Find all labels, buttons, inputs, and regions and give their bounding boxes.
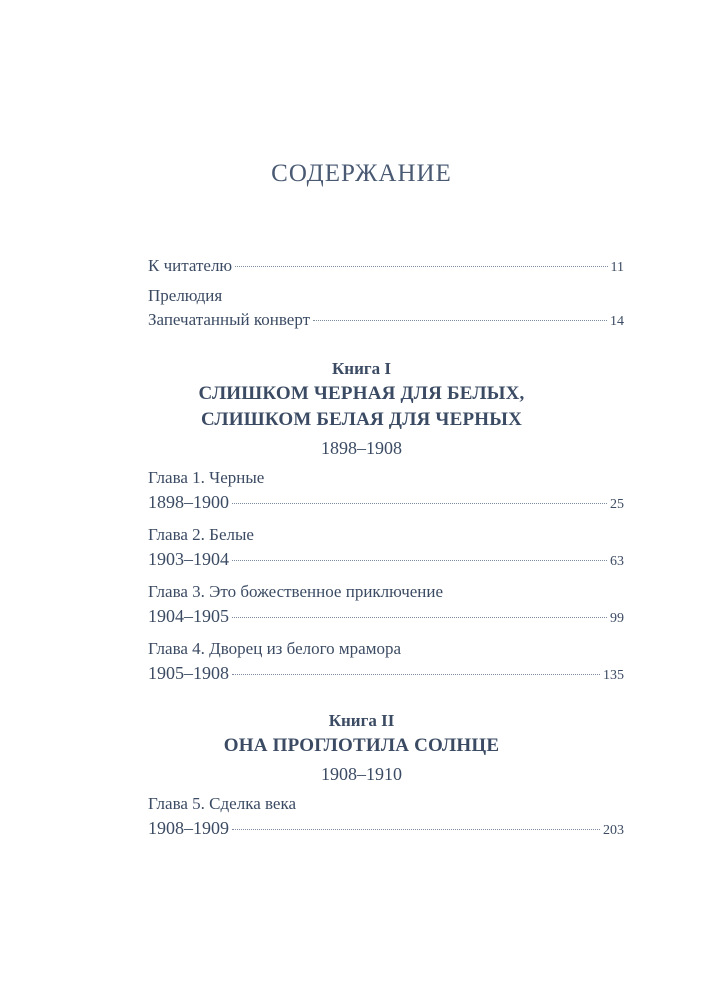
chapter-title: Глава 4. Дворец из белого мрамора: [148, 639, 401, 658]
dot-leader: [232, 674, 600, 675]
page-number: 25: [610, 497, 624, 512]
toc-entry-prelude: [148, 284, 624, 334]
page-number: 11: [610, 260, 624, 275]
toc-entry-chapter-5: [148, 792, 624, 843]
book-years: 1908–1910: [321, 764, 402, 784]
toc-entry-chapter-2: [148, 523, 624, 574]
entry-label: Запечатанный конверт: [148, 310, 311, 329]
contents-title: СОДЕРЖАНИЕ: [271, 160, 452, 187]
toc-entry-chapter-3: [148, 580, 624, 631]
chapter-title: Глава 1. Черные: [148, 468, 265, 487]
toc-entry-chapter-1: [148, 466, 624, 517]
dot-leader: [232, 617, 607, 618]
chapter-years: 1908–1909: [148, 818, 229, 838]
toc-entry-to-reader: [148, 254, 624, 280]
page-number: 203: [603, 823, 624, 838]
dot-leader: [232, 503, 607, 504]
dot-leader: [235, 266, 607, 267]
chapter-years: 1898–1900: [148, 492, 229, 512]
book-number: Книга I: [331, 359, 391, 378]
chapter-years: 1904–1905: [148, 606, 229, 626]
book-years: 1898–1908: [321, 438, 402, 458]
section-title: Прелюдия: [148, 286, 223, 305]
book-title-line: СЛИШКОМ ЧЕРНАЯ ДЛЯ БЕЛЫХ,: [198, 383, 525, 404]
dot-leader: [232, 560, 607, 561]
book-title-line: ОНА ПРОГЛОТИЛА СОЛНЦЕ: [223, 735, 500, 756]
chapter-years: 1903–1904: [148, 549, 229, 569]
dot-leader: [232, 829, 600, 830]
book-title-line: СЛИШКОМ БЕЛАЯ ДЛЯ ЧЕРНЫХ: [200, 409, 523, 430]
entry-label: К читателю: [148, 256, 233, 275]
book-2-header: [0, 709, 723, 787]
chapter-title: Глава 5. Сделка века: [148, 794, 297, 813]
chapter-years: 1905–1908: [148, 663, 229, 683]
book-number: Книга II: [328, 711, 395, 730]
book-1-header: [0, 357, 723, 461]
page-number: 63: [610, 554, 624, 569]
page-number: 135: [603, 668, 624, 683]
chapter-title: Глава 3. Это божественное приключение: [148, 582, 444, 601]
page-number: 14: [610, 314, 624, 329]
toc-entry-chapter-4: [148, 637, 624, 688]
chapter-title: Глава 2. Белые: [148, 525, 254, 544]
page-number: 99: [610, 611, 624, 626]
dot-leader: [313, 320, 607, 321]
